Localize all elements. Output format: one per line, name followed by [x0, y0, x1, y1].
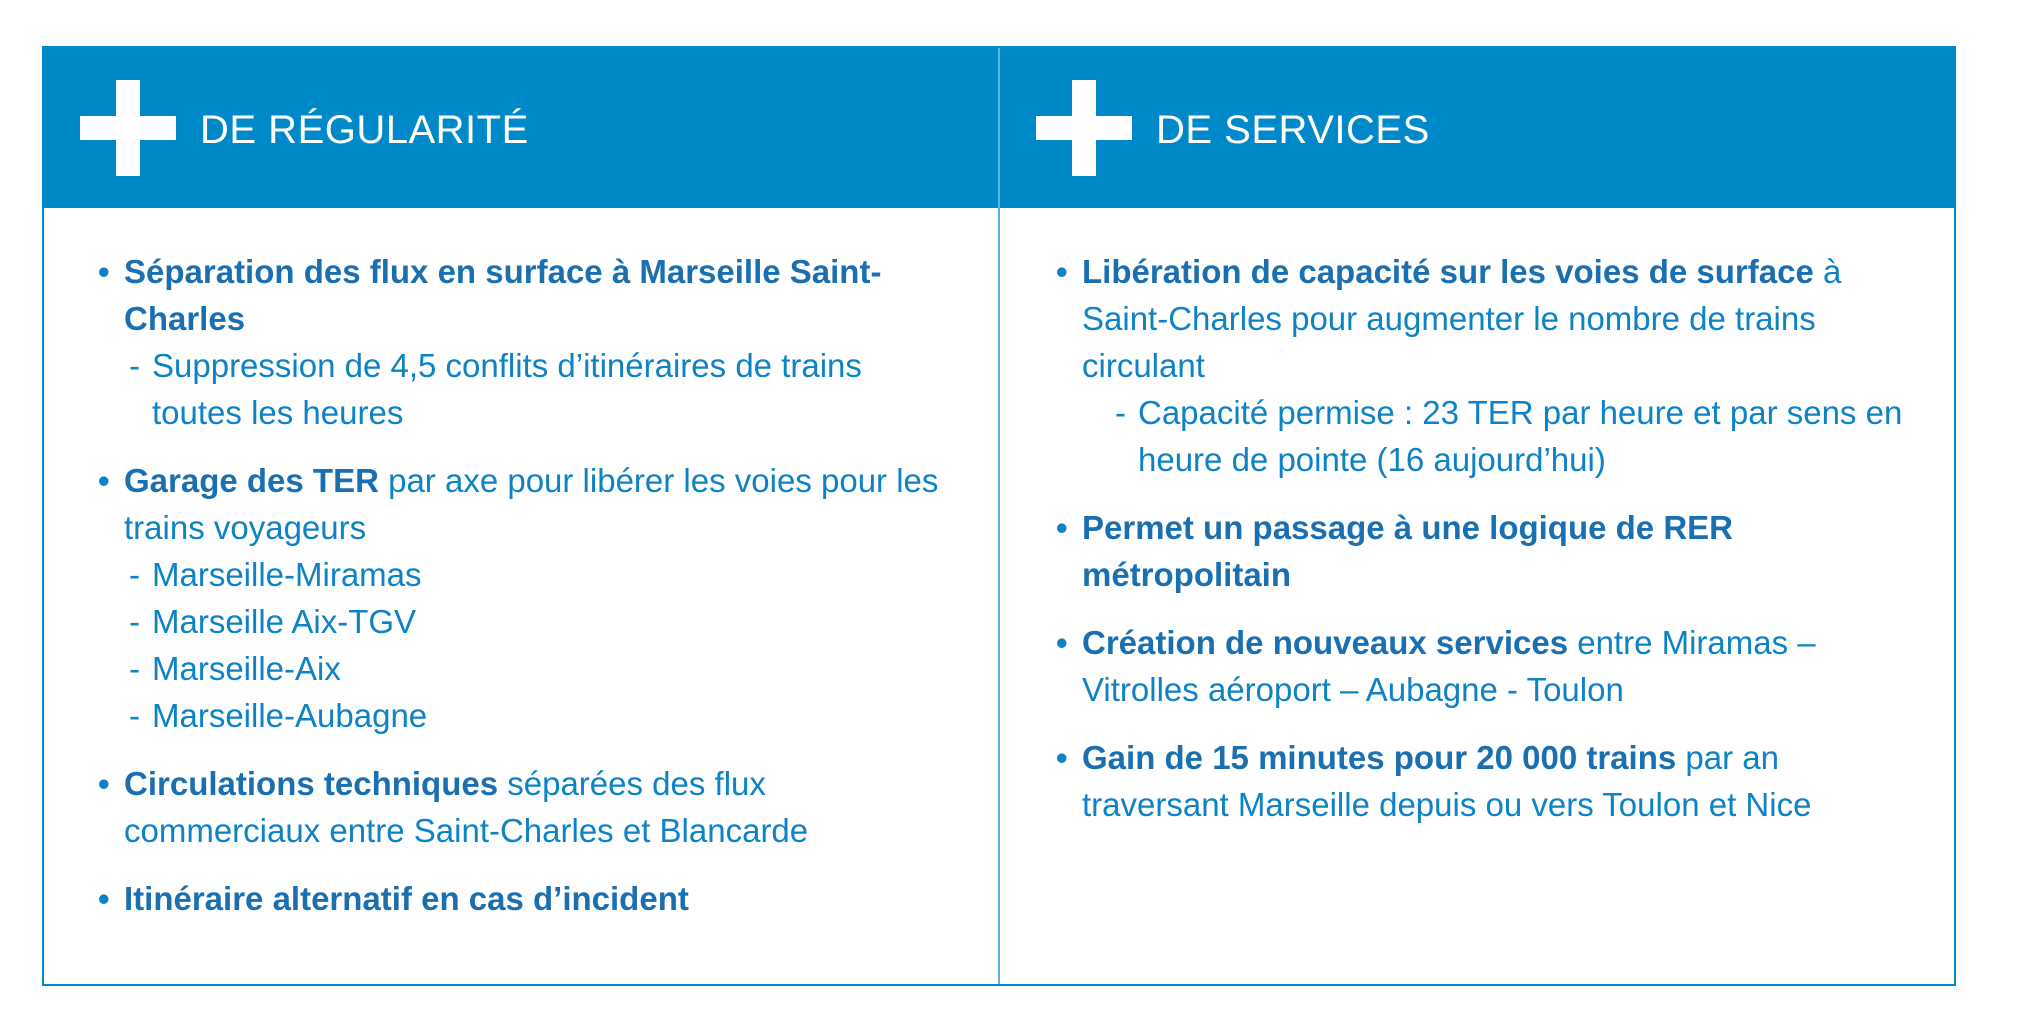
item-text — [1082, 248, 1914, 389]
header-services — [1000, 48, 1954, 208]
item-text — [1082, 734, 1914, 828]
dash-icon: - — [1115, 394, 1126, 431]
item-rest-text: entre Miramas – Vitrolles aéroport – Aubagne - Toulon — [1082, 624, 1816, 708]
column-services — [998, 48, 1954, 984]
item-bold-text: Circulations techniques — [124, 765, 499, 802]
item-bold-text: Libération de capacité sur les voies de surface — [1082, 253, 1814, 290]
sub-item-text: Marseille Aix-TGV — [152, 603, 417, 640]
plus-icon — [80, 80, 176, 176]
dash-icon: - — [129, 697, 140, 734]
sub-item-text: Suppression de 4,5 conflits d’itinéraires de trains toutes les heures — [152, 347, 862, 431]
list-item — [1052, 248, 1914, 483]
header-title: DE SERVICES — [1156, 107, 1430, 152]
bullet-icon: • — [1056, 739, 1068, 776]
item-bold-text: Permet un passage à une logique de RER métropolitain — [1082, 509, 1733, 593]
list-item — [94, 760, 958, 854]
item-bold-text: Gain de 15 minutes pour 20 000 trains — [1082, 739, 1677, 776]
dash-icon: - — [129, 347, 140, 384]
column-body — [1000, 208, 1954, 849]
sub-item — [124, 342, 958, 436]
column-regularite — [44, 48, 998, 984]
item-rest-text: par axe pour libérer les voies pour les trains voyageurs — [124, 462, 939, 546]
item-bold-text: Itinéraire alternatif en cas d’incident — [124, 880, 689, 917]
list-item — [1052, 734, 1914, 828]
sub-item-text: Capacité permise : 23 TER par heure et par sens en heure de pointe (16 aujourd’hui) — [1138, 394, 1903, 478]
list-item — [94, 457, 958, 739]
item-bold-text: Séparation des flux en surface à Marseille Saint-Charles — [124, 253, 882, 337]
sub-item-text: Marseille-Miramas — [152, 556, 422, 593]
list-item — [1052, 504, 1914, 598]
item-text — [124, 875, 958, 922]
item-rest-text: séparées des flux commerciaux entre Saint-Charles et Blancarde — [124, 765, 809, 849]
sub-item — [124, 551, 958, 598]
sub-item-text: Marseille-Aubagne — [152, 697, 428, 734]
sub-item — [124, 598, 958, 645]
sub-item — [124, 692, 958, 739]
bullet-icon: • — [1056, 624, 1068, 661]
sub-item — [124, 645, 958, 692]
dash-icon: - — [129, 556, 140, 593]
list-item — [1052, 619, 1914, 713]
bullet-icon: • — [98, 462, 110, 499]
sub-item — [1082, 389, 1914, 483]
item-text — [1082, 619, 1914, 713]
bullet-icon: • — [98, 253, 110, 290]
dash-icon: - — [129, 650, 140, 687]
list-item — [94, 248, 958, 436]
item-bold-text: Création de nouveaux services — [1082, 624, 1569, 661]
bullet-icon: • — [1056, 509, 1068, 546]
item-rest-text: par an traversant Marseille depuis ou vers Toulon et Nice — [1082, 739, 1812, 823]
header-regularite — [44, 48, 998, 208]
header-title: DE RÉGULARITÉ — [200, 107, 529, 152]
bullet-icon: • — [98, 765, 110, 802]
item-bold-text: Garage des TER — [124, 462, 379, 499]
item-text — [124, 760, 958, 854]
item-rest-text: à Saint-Charles pour augmenter le nombre de trains circulant — [1082, 253, 1842, 384]
dash-icon: - — [129, 603, 140, 640]
list-item — [94, 875, 958, 922]
info-table — [42, 46, 1956, 986]
sub-item-text: Marseille-Aix — [152, 650, 341, 687]
item-text — [124, 248, 958, 342]
column-body — [44, 208, 998, 943]
item-text — [1082, 504, 1914, 598]
bullet-icon: • — [1056, 253, 1068, 290]
plus-icon — [1036, 80, 1132, 176]
bullet-icon: • — [98, 880, 110, 917]
item-text — [124, 457, 958, 551]
